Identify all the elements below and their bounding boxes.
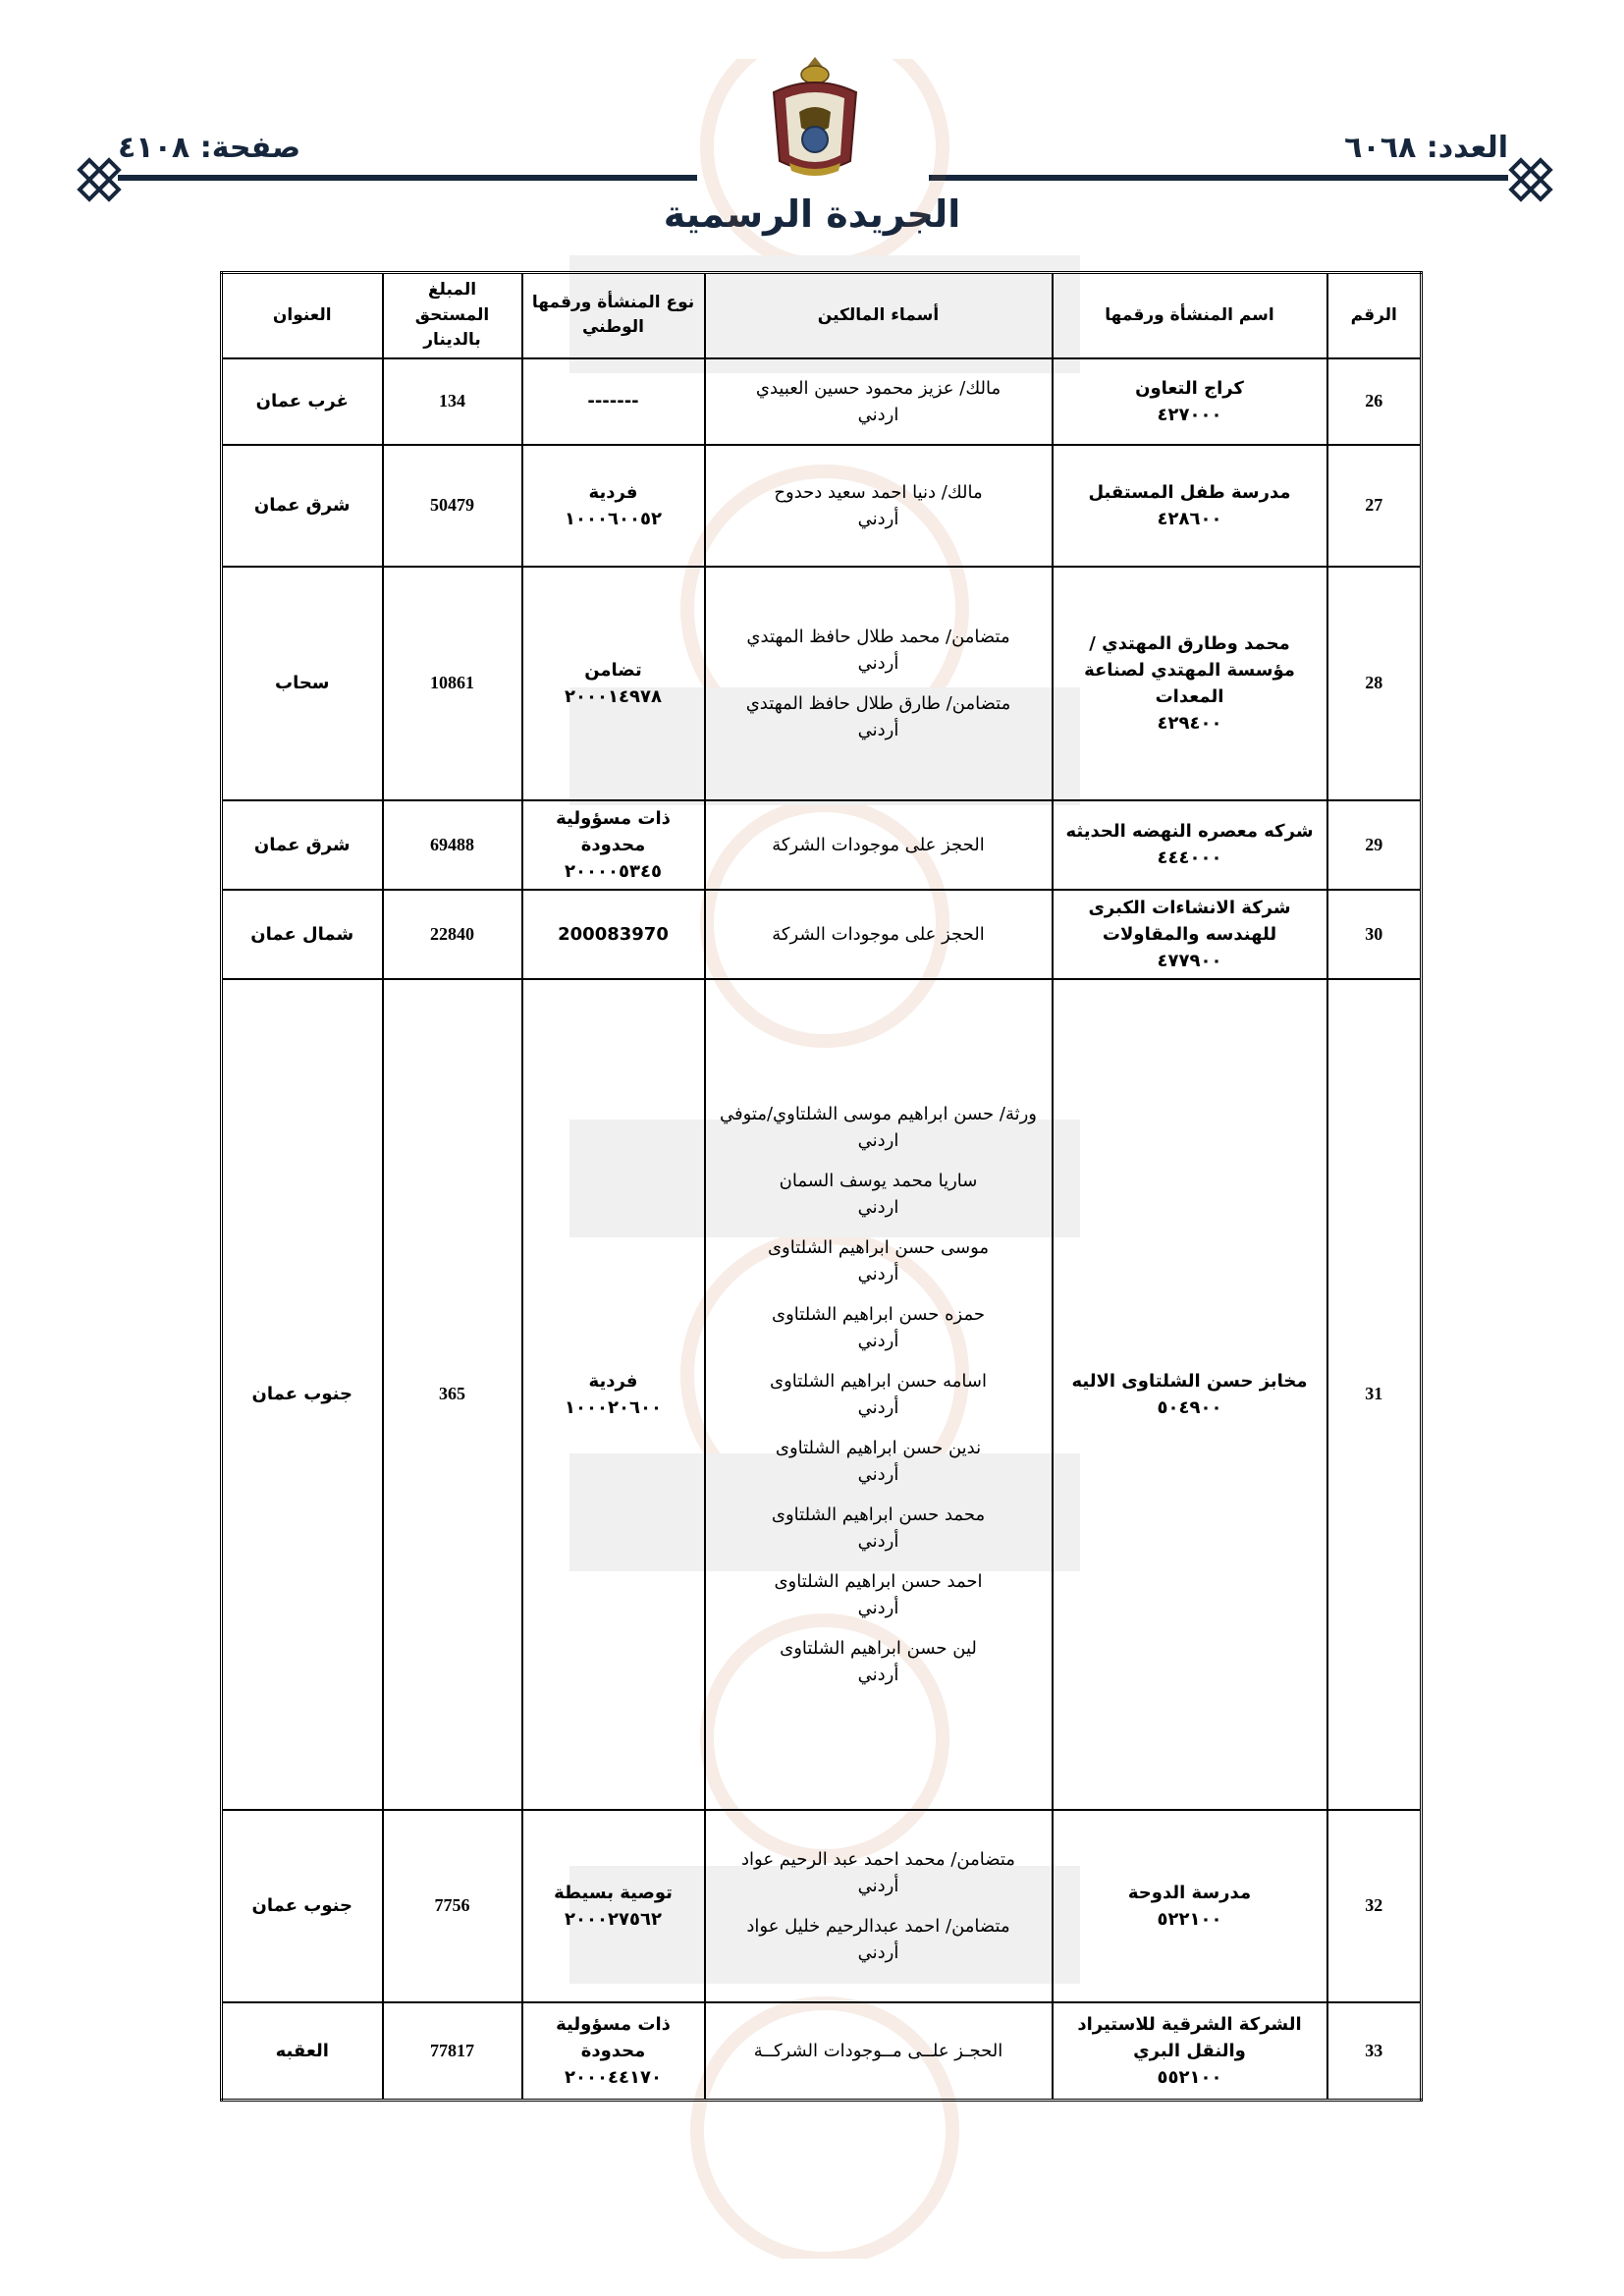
type-cell (522, 358, 705, 445)
establishment-cell (1053, 800, 1327, 890)
establishment-type: تضامن (584, 659, 642, 681)
owner-name: الحجـز علــى مــوجودات الشركــة (753, 2040, 1003, 2061)
owner-name: الحجز على موجودات الشركة (772, 834, 985, 855)
table-row (222, 890, 1422, 979)
address-value: جنوب عمان (251, 1384, 352, 1404)
amount-cell (383, 1810, 522, 2002)
table-row (222, 800, 1422, 890)
table-body (222, 358, 1422, 2101)
establishment-number: ٤٢٨٦٠٠ (1157, 508, 1222, 529)
owners-cell (705, 979, 1053, 1810)
owner-nationality: أردني (857, 1597, 899, 1618)
national-number: ٢٠٠٠١٤٩٧٨ (565, 685, 662, 707)
owner-nationality: أردني (857, 652, 899, 674)
establishment-number: ٤٧٧٩٠٠ (1157, 950, 1222, 971)
address-value: سحاب (274, 673, 330, 693)
address-cell (222, 567, 383, 800)
establishment-cell (1053, 445, 1327, 567)
type-cell (522, 800, 705, 890)
col-header-address: العنوان (222, 273, 383, 358)
page-number: صفحة: ٤١٠٨ (118, 131, 301, 165)
establishments-table (220, 271, 1423, 2102)
national-number: ٢٠٠٠٠٥٣٤٥ (565, 860, 662, 882)
owner-name: احمد حسن ابراهيم الشلتاوى (774, 1570, 983, 1592)
amount-value: 22840 (430, 923, 474, 944)
amount-value: 365 (439, 1384, 465, 1403)
address-value: شرق عمان (253, 495, 351, 516)
type-cell (522, 445, 705, 567)
type-cell (522, 1810, 705, 2002)
owner-entry (712, 624, 1046, 677)
owner-entry (712, 1913, 1046, 1966)
establishment-name: كراج التعاون (1135, 377, 1244, 399)
address-value: شمال عمان (250, 923, 354, 945)
owner-entry (712, 1435, 1046, 1488)
col-header-type: نوع المنشأة ورقمها الوطني (522, 273, 705, 358)
address-value: جنوب عمان (251, 1895, 352, 1916)
row-number (1327, 800, 1422, 890)
owner-name: حمزه حسن ابراهيم الشلتاوى (772, 1303, 985, 1325)
national-number: ١٠٠٠٢٠٦٠٠ (565, 1396, 662, 1418)
row-number (1327, 890, 1422, 979)
row-number (1327, 979, 1422, 1810)
owner-name: متضامن/ محمد احمد عبد الرحيم عواد (741, 1848, 1015, 1870)
amount-cell (383, 2002, 522, 2101)
gazette-title: الجريدة الرسمية (663, 192, 961, 236)
owner-name: لين حسن ابراهيم الشلتاوى (780, 1637, 977, 1659)
col-header-amount: المبلغ المستحق بالدينار (383, 273, 522, 358)
owners-cell (705, 800, 1053, 890)
type-cell (522, 567, 705, 800)
establishment-cell (1053, 567, 1327, 800)
amount-value: 10861 (430, 673, 474, 692)
establishment-number: ٥٢٢١٠٠ (1157, 1908, 1222, 1930)
owner-nationality: أردني (857, 1530, 899, 1552)
amount-cell (383, 979, 522, 1810)
owner-entry (712, 1101, 1046, 1154)
owner-entry (712, 479, 1046, 532)
establishment-number: ٤٤٤٠٠٠ (1157, 847, 1222, 868)
type-cell (522, 979, 705, 1810)
owner-name: اسامه حسن ابراهيم الشلتاوى (770, 1370, 987, 1392)
establishment-name: مخابز حسن الشلتاوى الاليه (1071, 1370, 1308, 1392)
row-number-value: 33 (1365, 2040, 1383, 2060)
owner-entry (712, 2038, 1046, 2064)
amount-cell (383, 567, 522, 800)
amount-value: 7756 (434, 1895, 470, 1915)
table-row (222, 358, 1422, 445)
national-number: 200083970 (558, 923, 669, 945)
owner-entry (712, 1234, 1046, 1287)
establishment-name: الشركة الشرقية للاستيراد والنقل البري (1077, 2013, 1302, 2061)
amount-value: 134 (439, 391, 465, 410)
owner-name: متضامن/ محمد طلال حافظ المهتدي (746, 626, 1010, 647)
owner-name: الحجز على موجودات الشركة (772, 923, 985, 945)
type-cell (522, 2002, 705, 2101)
row-number (1327, 358, 1422, 445)
amount-cell (383, 800, 522, 890)
table-row (222, 567, 1422, 800)
owner-name: موسى حسن ابراهيم الشلتاوى (767, 1236, 990, 1258)
address-value: شرق عمان (253, 834, 351, 855)
owner-entry (712, 1368, 1046, 1421)
owner-entry (712, 1846, 1046, 1899)
establishment-type: فردية (588, 1370, 638, 1392)
address-cell (222, 890, 383, 979)
owner-entry (712, 690, 1046, 743)
col-header-owners: أسماء المالكين (705, 273, 1053, 358)
owner-name: ورثة/ حسن ابراهيم موسى الشلتاوي/متوفي (720, 1103, 1037, 1124)
table-row (222, 445, 1422, 567)
establishment-cell (1053, 1810, 1327, 2002)
owner-name: ساريا محمد يوسف السمان (779, 1170, 978, 1191)
owner-nationality: أردني (857, 1463, 899, 1485)
table-row (222, 1810, 1422, 2002)
amount-cell (383, 445, 522, 567)
owners-cell (705, 358, 1053, 445)
address-value: غرب عمان (255, 391, 349, 411)
national-number: ٢٠٠٠٢٧٥٦٢ (565, 1908, 662, 1930)
owner-nationality: أردني (857, 1330, 899, 1351)
row-number-value: 27 (1365, 495, 1383, 515)
establishment-name: شركه معصره النهضه الحديثه (1065, 821, 1314, 842)
address-value: العقبه (275, 2040, 329, 2061)
header-rule-right (929, 175, 1508, 181)
owner-nationality: أردني (857, 1396, 899, 1418)
owner-name: متضامن/ احمد عبدالرحيم خليل عواد (746, 1915, 1010, 1937)
establishment-name: مدرسة الدوحة (1127, 1882, 1252, 1903)
owner-entry (712, 375, 1046, 428)
owner-nationality: أردني (857, 508, 899, 529)
owners-cell (705, 445, 1053, 567)
amount-cell (383, 890, 522, 979)
amount-cell (383, 358, 522, 445)
owners-cell (705, 890, 1053, 979)
owner-entry (712, 921, 1046, 948)
owner-name: متضامن/ طارق طلال حافظ المهتدي (745, 692, 1011, 714)
establishment-type: ذات مسؤولية محدودة (556, 2013, 671, 2061)
type-cell (522, 890, 705, 979)
establishment-number: ٥٥٢١٠٠ (1157, 2066, 1222, 2088)
establishment-type: ذات مسؤولية محدودة (556, 807, 671, 855)
jordan-coat-of-arms-icon (760, 53, 870, 181)
address-cell (222, 1810, 383, 2002)
row-number-value: 28 (1365, 673, 1383, 692)
national-number: ١٠٠٠٦٠٠٥٢ (565, 508, 662, 529)
row-number (1327, 1810, 1422, 2002)
address-cell (222, 979, 383, 1810)
row-number (1327, 445, 1422, 567)
owner-nationality: اردني (857, 1129, 899, 1151)
row-number-value: 32 (1365, 1895, 1383, 1915)
address-cell (222, 445, 383, 567)
owner-entry (712, 1301, 1046, 1354)
owners-cell (705, 1810, 1053, 2002)
establishment-cell (1053, 358, 1327, 445)
row-number (1327, 2002, 1422, 2101)
row-number-value: 30 (1365, 923, 1383, 944)
establishment-type: توصية بسيطة (554, 1882, 673, 1903)
owner-entry (712, 1168, 1046, 1221)
owner-nationality: اردني (857, 1196, 899, 1218)
owner-nationality: أردني (857, 719, 899, 740)
owner-entry (712, 1502, 1046, 1555)
owner-name: ندين حسن ابراهيم الشلتاوى (775, 1437, 982, 1458)
col-header-number: الرقم (1327, 273, 1422, 358)
establishment-cell (1053, 979, 1327, 1810)
owners-cell (705, 2002, 1053, 2101)
issue-number: العدد: ٦٠٦٨ (1344, 131, 1508, 165)
establishment-name: محمد وطارق المهتدي /مؤسسة المهتدي لصناعة المعدات (1084, 632, 1295, 707)
owner-nationality: أردني (857, 1875, 899, 1896)
address-cell (222, 800, 383, 890)
establishment-type: فردية (588, 481, 638, 503)
row-number (1327, 567, 1422, 800)
owners-cell (705, 567, 1053, 800)
owner-name: محمد حسن ابراهيم الشلتاوى (771, 1503, 986, 1525)
establishment-number: ٤٢٩٤٠٠ (1157, 712, 1222, 734)
row-number-value: 26 (1365, 391, 1383, 410)
establishment-name: شركة الانشاءات الكبرى للهندسه والمقاولات (1088, 897, 1291, 945)
establishment-name: مدرسة طفل المستقبل (1088, 481, 1291, 503)
owner-name: مالك/ دنيا احمد سعيد دحدوح (774, 481, 983, 503)
address-cell (222, 358, 383, 445)
row-number-value: 29 (1365, 834, 1383, 854)
owner-entry (712, 832, 1046, 858)
owner-nationality: أردني (857, 1941, 899, 1963)
table-row (222, 2002, 1422, 2101)
national-number: ٢٠٠٠٤٤١٧٠ (565, 2066, 662, 2088)
establishment-number: ٥٠٤٩٠٠ (1157, 1396, 1222, 1418)
table-header-row (222, 273, 1422, 358)
establishment-cell (1053, 2002, 1327, 2101)
amount-value: 50479 (430, 495, 474, 515)
establishment-number: ٤٢٧٠٠٠ (1157, 404, 1222, 425)
page-header (0, 0, 1624, 265)
header-rule-left (118, 175, 697, 181)
establishment-cell (1053, 890, 1327, 979)
owner-entry (712, 1568, 1046, 1621)
owner-nationality: اردني (857, 404, 899, 425)
col-header-establishment: اسم المنشأة ورقمها (1053, 273, 1327, 358)
establishment-type: ------- (587, 391, 639, 411)
amount-value: 77817 (430, 2040, 474, 2060)
owner-name: مالك/ عزيز محمود حسين العبيدي (755, 377, 1001, 399)
row-number-value: 31 (1365, 1384, 1383, 1403)
address-cell (222, 2002, 383, 2101)
amount-value: 69488 (430, 834, 474, 854)
owner-entry (712, 1635, 1046, 1688)
table-row (222, 979, 1422, 1810)
owner-nationality: أردني (857, 1263, 899, 1285)
owner-nationality: أردني (857, 1664, 899, 1685)
